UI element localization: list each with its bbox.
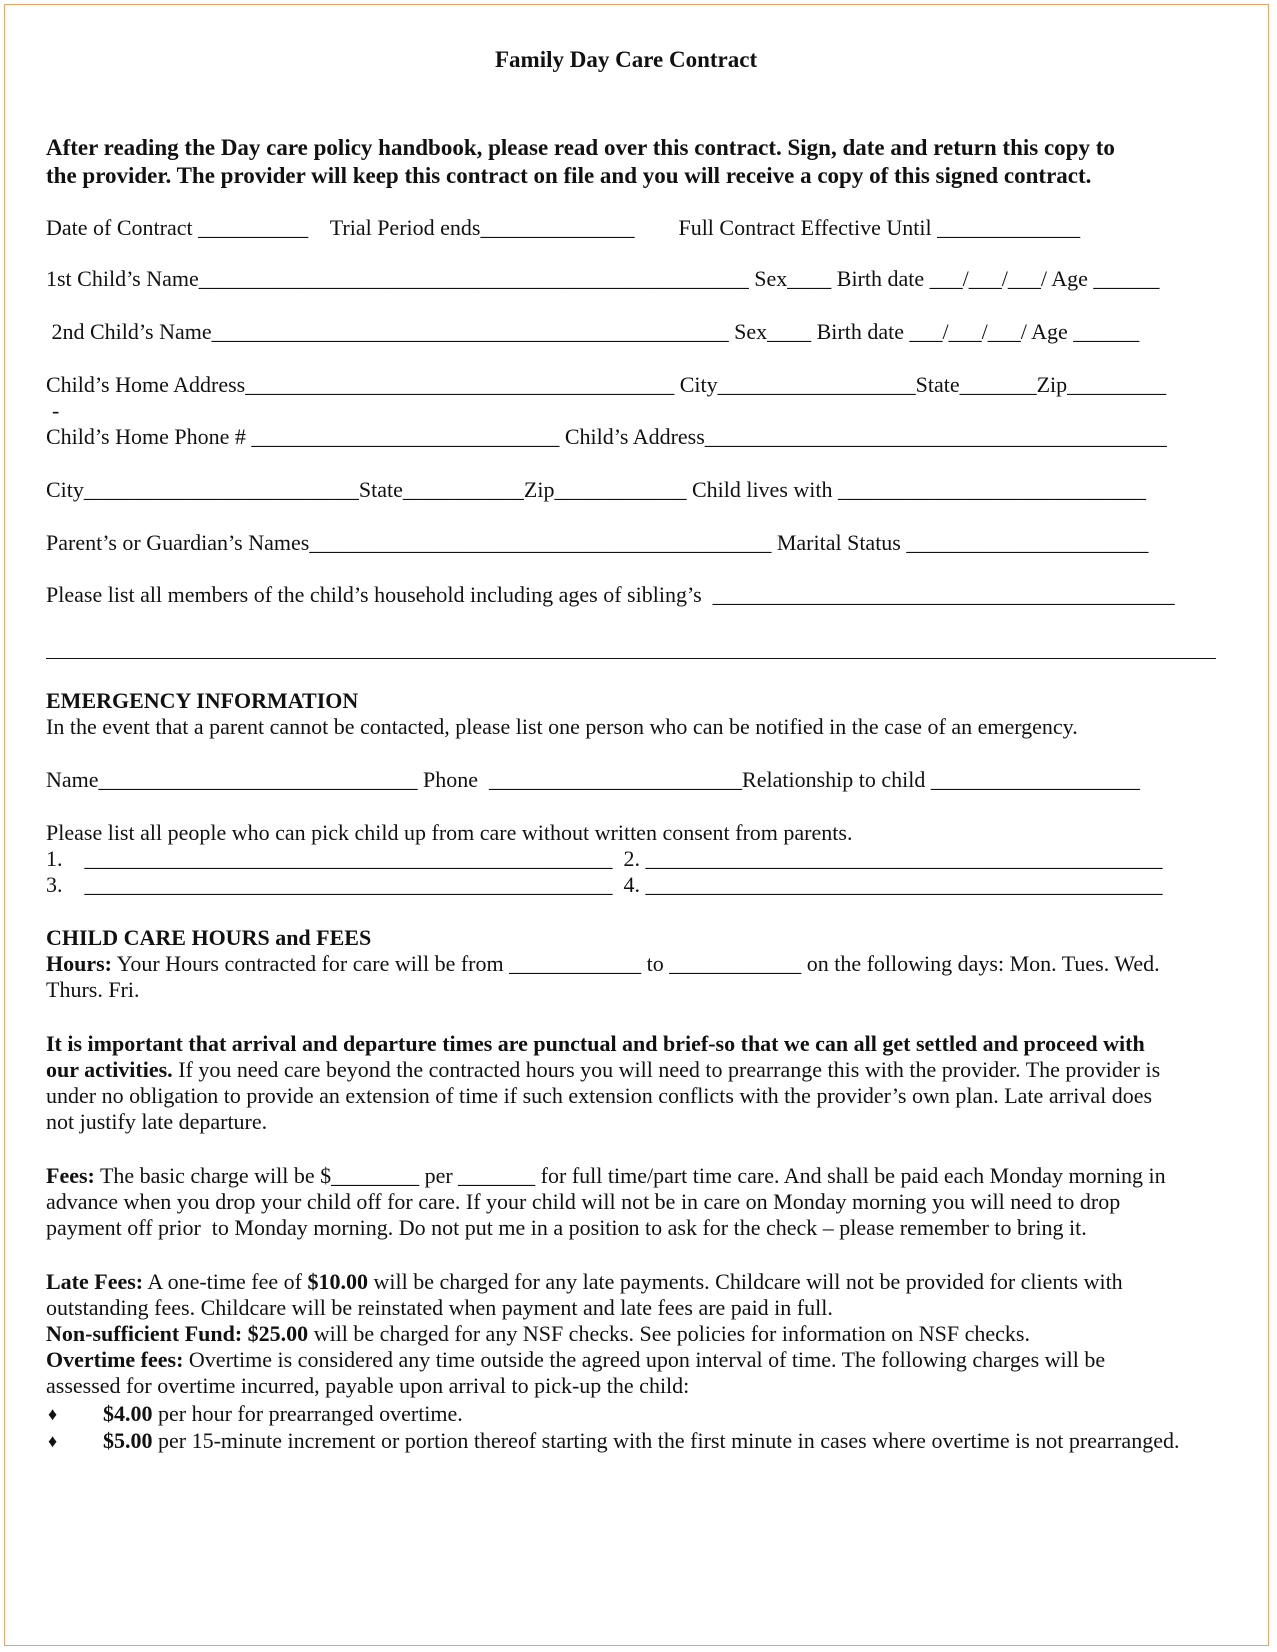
emergency-description: In the event that a parent cannot be contacted, please list one person who can be notified in the case of an emergency. [46,714,1078,739]
hours-fees-heading: CHILD CARE HOURS and FEES [46,925,372,950]
first-child-row[interactable]: 1st Child’s Name__________________________________________________ Sex____ Birth date ___/___/___/ Age ______ [46,266,1160,291]
home-address-row[interactable]: Child’s Home Address_______________________________________ City__________________State_______Zip_________ [46,372,1167,397]
hours-line-2: Thurs. Fri. [46,977,140,1002]
hours-text: Your Hours contracted for care will be from ____________ to ____________ on the following days: Mon. Tues. Wed. [112,951,1160,976]
important-line-1: It is important that arrival and departure times are punctual and brief-so that we can all get settled and proceed with [46,1031,1145,1056]
important-line-4: not justify late departure. [46,1109,268,1134]
nsf-label: Non-sufficient Fund: $25.00 [46,1321,309,1346]
important-bold-2: our activities. [46,1057,173,1082]
overtime-item-2 [103,1428,1179,1454]
hours-line[interactable] [46,951,1160,977]
overtime-label: Overtime fees: [46,1347,184,1372]
page-title: Family Day Care Contract [495,47,758,72]
pickup-row-2[interactable]: 3. ________________________________________________ 4. _______________________________________________ [46,872,1163,897]
diamond-bullet-icon: ♦ [48,1404,58,1424]
contract-dates-row[interactable]: Date of Contract __________ Trial Period ends______________ Full Contract Effective Until _____________ [46,215,1081,240]
overtime-item-1-text: per hour for prearranged overtime. [152,1401,463,1426]
late-fees-pre: A one-time fee of [143,1269,308,1294]
late-fees-post: will be charged for any late payments. Childcare will not be provided for clients with [367,1269,1123,1294]
second-child-row[interactable]: 2nd Child’s Name_______________________________________________ Sex____ Birth date ___/___/___/ Age ______ [46,319,1140,344]
late-fees-line-1 [46,1269,1123,1295]
overtime-text-1: Overtime is considered any time outside the agreed upon interval of time. The following charges will be [183,1347,1106,1372]
overtime-item-2-text: per 15-minute increment or portion thereof starting with the first minute in cases where overtime is not prearranged. [152,1428,1180,1453]
overtime-item-1 [103,1401,463,1427]
household-row[interactable]: Please list all members of the child’s household including ages of sibling’s __________________________________________ [46,582,1175,607]
pickup-intro: Please list all people who can pick child up from care without written consent from parents. [46,820,853,845]
overtime-line-1 [46,1347,1105,1373]
fees-line-3: payment off prior to Monday morning. Do not put me in a position to ask for the check – please remember to bring it. [46,1215,1087,1240]
late-fees-amount: $10.00 [307,1269,368,1294]
emergency-contact-row[interactable]: Name_____________________________ Phone _______________________Relationship to child ___________________ [46,767,1140,792]
important-line-3: under no obligation to provide an extension of time if such extension conflicts with the provider’s own plan. Late arrival does [46,1083,1153,1108]
intro-line-2: the provider. The provider will keep this contract on file and you will receive a copy of this signed contract. [46,163,1092,188]
intro-line-1: After reading the Day care policy handbook, please read over this contract. Sign, date and return this copy to [46,135,1115,160]
overtime-item-2-amount: $5.00 [103,1428,153,1453]
pickup-row-1[interactable]: 1. ________________________________________________ 2. _______________________________________________ [46,846,1163,871]
diamond-bullet-icon: ♦ [48,1431,58,1451]
city-state-zip-row[interactable]: City_________________________State___________Zip____________ Child lives with ____________________________ [46,477,1146,502]
late-fees-line-2: outstanding fees. Childcare will be reinstated when payment and late fees are paid in full. [46,1295,833,1320]
stray-dash: - [52,398,60,423]
fees-text-1: The basic charge will be $________ per _______ for full time/part time care. And shall be paid each Monday morning in [94,1163,1166,1188]
nsf-text: will be charged for any NSF checks. See policies for information on NSF checks. [308,1321,1030,1346]
parents-row[interactable]: Parent’s or Guardian’s Names__________________________________________ Marital Status ______________________ [46,530,1149,555]
fees-line-2: advance when you drop your child off for care. If your child will not be in care on Monday morning you will need to drop [46,1189,1121,1214]
household-continuation-line[interactable] [46,658,1216,659]
home-phone-row[interactable]: Child’s Home Phone # ____________________________ Child’s Address__________________________________________ [46,424,1167,449]
fees-label: Fees: [46,1163,95,1188]
emergency-heading: EMERGENCY INFORMATION [46,688,359,713]
overtime-line-2: assessed for overtime incurred, payable upon arrival to pick-up the child: [46,1373,690,1398]
fees-line-1[interactable] [46,1163,1166,1189]
overtime-item-1-amount: $4.00 [103,1401,153,1426]
hours-label: Hours: [46,951,112,976]
important-line-2 [46,1057,1160,1083]
nsf-line [46,1321,1030,1347]
important-rest-2: If you need care beyond the contracted hours you will need to prearrange this with the provider. The provider is [172,1057,1161,1082]
late-fees-label: Late Fees: [46,1269,144,1294]
